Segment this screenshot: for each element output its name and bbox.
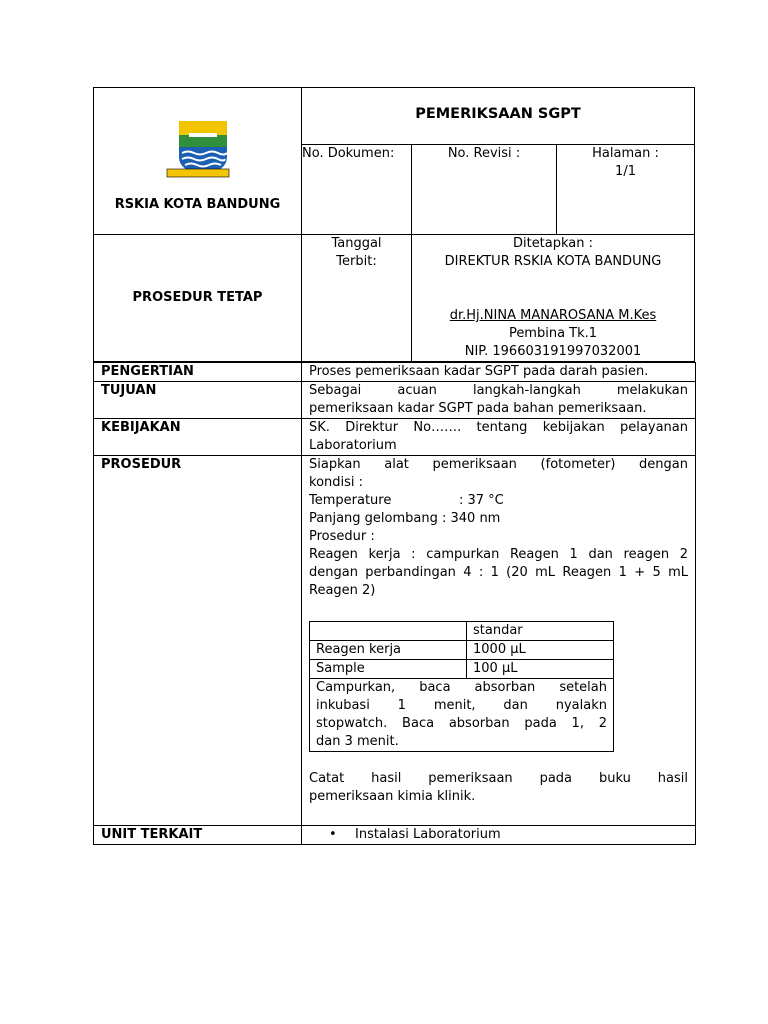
prosedur-cell — [302, 456, 696, 826]
page-title: PEMERIKSAAN SGPT — [302, 88, 695, 145]
reagent-text-line: Reagen kerja : campurkan Reagen 1 dan reagen 2 — [309, 547, 688, 562]
tujuan-label: TUJUAN — [94, 382, 302, 419]
pengertian-text: Proses pemeriksaan kadar SGPT pada darah pasien. — [302, 363, 696, 382]
sop-document — [93, 87, 695, 845]
tujuan-text-line: Sebagai acuan langkah-langkah melakukan — [309, 383, 688, 398]
kebijakan-cell — [302, 419, 696, 456]
reagent-text-line: Reagen 2) — [309, 583, 376, 598]
reagent-note-line: Campurkan, baca absorban setelah — [316, 680, 607, 695]
bullet-icon: • — [329, 827, 337, 842]
procedure-table — [93, 362, 696, 845]
signature-space — [412, 271, 694, 307]
page-label: Halaman : — [592, 146, 659, 161]
bandung-city-emblem-icon — [165, 121, 231, 179]
org-cell — [94, 88, 302, 235]
prosedur-subheading: Prosedur : — [309, 529, 375, 544]
sample-row-label: Sample — [310, 660, 467, 679]
issue-date-label: Tanggal — [331, 236, 382, 251]
logo-wrap — [94, 88, 301, 179]
approver-title: DIREKTUR RSKIA KOTA BANDUNG — [444, 254, 662, 269]
temperature-label: Temperature — [309, 493, 392, 508]
temperature-row — [309, 492, 688, 510]
org-name: RSKIA KOTA BANDUNG — [114, 197, 281, 212]
signer-nip: NIP. 196603191997032001 — [464, 344, 642, 359]
document-header-table — [93, 87, 695, 362]
temperature-value: : 37 °C — [459, 493, 504, 508]
kebijakan-label: KEBIJAKAN — [94, 419, 302, 456]
unit-label: UNIT TERKAIT — [94, 826, 302, 845]
procedure-type-label: PROSEDUR TETAP — [132, 290, 263, 305]
tujuan-text-line: pemeriksaan kadar SGPT pada bahan pemeriksaan. — [309, 401, 647, 416]
page-value: 1/1 — [615, 164, 636, 179]
prosedur-text-line: Siapkan alat pemeriksaan (fotometer) dengan — [309, 457, 688, 472]
approved-label: Ditetapkan : — [512, 236, 594, 251]
kebijakan-text-line: SK. Direktur No……. tentang kebijakan pelayanan — [309, 420, 688, 435]
issue-date-cell — [302, 235, 412, 362]
prosedur-label: PROSEDUR — [94, 456, 302, 826]
pengertian-label: PENGERTIAN — [94, 363, 302, 382]
reagent-row-label: Reagen kerja — [310, 641, 467, 660]
signer-name: dr.Hj.NINA MANAROSANA M.Kes — [449, 308, 657, 323]
reagent-table-header: standar — [467, 622, 614, 641]
unit-item: Instalasi Laboratorium — [355, 827, 501, 842]
reagent-note-line: dan 3 menit. — [316, 734, 399, 749]
kebijakan-text-line: Laboratorium — [309, 438, 397, 453]
reagent-row-value: 1000 µL — [467, 641, 614, 660]
doc-number-label: No. Dokumen: — [302, 146, 395, 161]
sample-row-value: 100 µL — [467, 660, 614, 679]
tujuan-cell — [302, 382, 696, 419]
reagent-table-corner — [310, 622, 467, 641]
issue-date-label-2: Terbit: — [336, 254, 377, 269]
reagent-note-line: stopwatch. Baca absorban pada 1, 2 — [316, 716, 607, 731]
spacer — [309, 752, 688, 770]
signer-rank: Pembina Tk.1 — [508, 326, 598, 341]
wavelength-text: Panjang gelombang : 340 nm — [309, 511, 501, 526]
reagent-note-line: inkubasi 1 menit, dan nyalakn — [316, 698, 607, 713]
procedure-type-cell — [94, 235, 302, 362]
reagent-text-line: dengan perbandingan 4 : 1 (20 mL Reagen 1 + 5 mL — [309, 565, 688, 580]
doc-number-cell — [302, 145, 412, 235]
record-text-line: pemeriksaan kimia klinik. — [309, 789, 476, 804]
prosedur-text-line: kondisi : — [309, 475, 364, 490]
record-text-line: Catat hasil pemeriksaan pada buku hasil — [309, 771, 688, 786]
page-cell — [557, 145, 695, 235]
unit-cell — [302, 826, 696, 845]
approval-cell — [412, 235, 695, 362]
revision-cell — [412, 145, 557, 235]
reagent-table — [309, 621, 614, 752]
reagent-note-cell — [310, 679, 614, 752]
revision-label: No. Revisi : — [447, 146, 521, 161]
